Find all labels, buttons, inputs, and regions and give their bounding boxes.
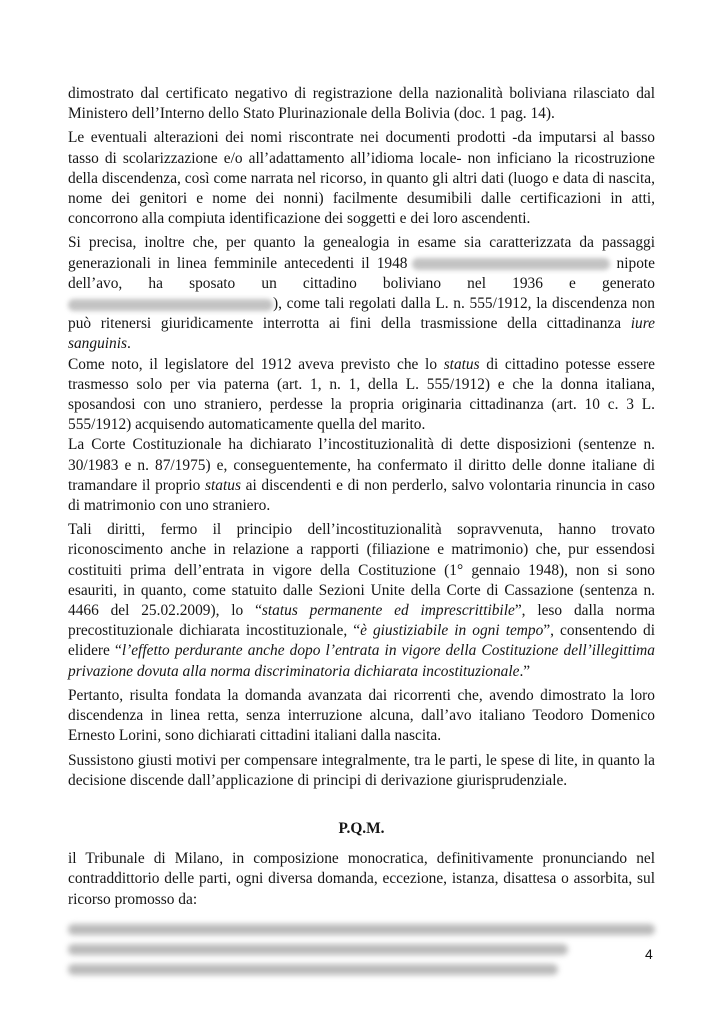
paragraph-certificate: dimostrato dal certificato negativo di registrazione della nazionalità boliviana rilasciato dal Ministero dell’Interno dello Stato Plurinazionale della Bolivia (doc. 1 pag. 14). — [68, 85, 655, 123]
text-segment: ), come tali regolati dalla L. n. 555/1912, la discendenza non può ritenersi giuridicamente interrotta ai fini della trasmissione della cittadinanza — [68, 295, 655, 333]
text-segment: nipote dell’avo, ha sposato un cittadino boliviano nel 1936 e generato — [68, 254, 655, 292]
paragraph-legal-costs: Sussistono giusti motivi per compensare integralmente, tra le parti, le spese di lite, in quanto la decisione discende dall’applicazione di principi di derivazione giurisprudenziale. — [68, 751, 655, 789]
paragraph-name-alterations: Le eventuali alterazioni dei nomi riscontrate nei documenti prodotti -da imputarsi al basso tasso di scolarizzazione e/o all’adattamento all’idioma locale- non inficiano la ricostruzione della discendenza, così come narrata nel ricorso, in quanto gli altri dati (luogo e data di nascita, nome dei genitori e nome dei nonni) facilmente desumibili dalle certificazioni in atti, concorrono alla compiuta identificazione dei soggetti e dei loro ascendenti. — [68, 129, 655, 228]
text-segment: La Corte Costituzionale ha dichiarato l’incostituzionalità di dette disposizioni (sentenze n. 30/1983 e n. 87/1975) e, conseguentemente, ha confermato il diritto delle donne italiane di tramandare il proprio — [68, 436, 655, 494]
italic-quote: l’effetto perdurante anche dopo l’entrata in vigore della Costituzione dell’illegittima privazione dovuta alla norma discriminatoria dichiarata incostituzionale — [68, 642, 655, 680]
italic-quote: status permanente ed imprescrittibile — [261, 602, 515, 620]
redacted-name — [68, 299, 273, 311]
paragraph-conclusion: Pertanto, risulta fondata la domanda avanzata dai ricorrenti che, avendo dimostrato la loro discendenza in linea retta, senza interruzione alcuna, dall’avo italiano Teodoro Domenico Ernesto Lorini, sono dichiarati cittadini italiani dalla nascita. — [68, 686, 655, 745]
redacted-line — [68, 924, 655, 935]
paragraph-rights-recognition — [68, 520, 655, 682]
paragraph-constitutional-court — [68, 435, 655, 516]
page-number: 4 — [645, 946, 653, 962]
text-segment: .” — [519, 662, 531, 680]
text-segment: . — [127, 335, 131, 353]
text-segment: di cittadino potesse essere trasmesso solo per via paterna (art. 1, n. 1, della L. 555/1912) e che la donna italiana, sposandosi con uno straniero, perdesse la propria originaria cittadinanza (art. 10 c. 3 L. 555/1912) acquisendo automaticamente quella del marito. — [68, 355, 656, 434]
text-segment: Come noto, il legislatore del 1912 aveva previsto che lo — [68, 355, 444, 373]
section-heading-pqm: P.Q.M. — [338, 819, 385, 837]
italic-quote: è giustiziabile in ogni tempo — [360, 622, 544, 640]
text-segment: ”, leso dalla norma precostituzionale dichiarata incostituzionale, “ — [68, 602, 655, 640]
redacted-parties-block — [68, 924, 655, 975]
redacted-line — [68, 964, 558, 975]
paragraph-genealogy — [68, 233, 655, 354]
italic-term: status — [443, 355, 480, 373]
redacted-line — [68, 944, 568, 955]
document-body — [68, 84, 655, 984]
paragraph-tribunal-ruling: il Tribunale di Milano, in composizione monocratica, definitivamente pronunciando nel contraddittorio delle parti, ogni diversa domanda, eccezione, istanza, disattesa o assorbita, sul ricorso promosso da: — [68, 850, 655, 908]
redacted-name — [412, 258, 610, 270]
text-segment: ”, consentendo di elidere “ — [68, 622, 655, 660]
italic-term: iure sanguinis — [68, 315, 655, 353]
text-segment: Si precisa, inoltre che, per quanto la genealogia in esame sia caratterizzata da passaggi generazionali in linea femminile antecedenti il 1948 — [68, 234, 655, 272]
text-segment: Tali diritti, fermo il principio dell’incostituzionalità sopravvenuta, hanno trovato riconoscimento anche in relazione a rapporti (filiazione e matrimonio) che, pur essendosi costituiti prima dell’entrata in vigore della Costituzione (1° gennaio 1948), non si sono esauriti, in quanto, come statuito dalle Sezioni Unite della Corte di Cassazione (sentenza n. 4466 del 25.02.2009), lo “ — [68, 521, 655, 620]
text-segment: ai discendenti e di non perderlo, salvo volontaria rinuncia in caso di matrimonio con uno straniero. — [68, 476, 655, 515]
italic-term: status — [205, 476, 241, 494]
paragraph-legislator-1912 — [68, 355, 655, 436]
